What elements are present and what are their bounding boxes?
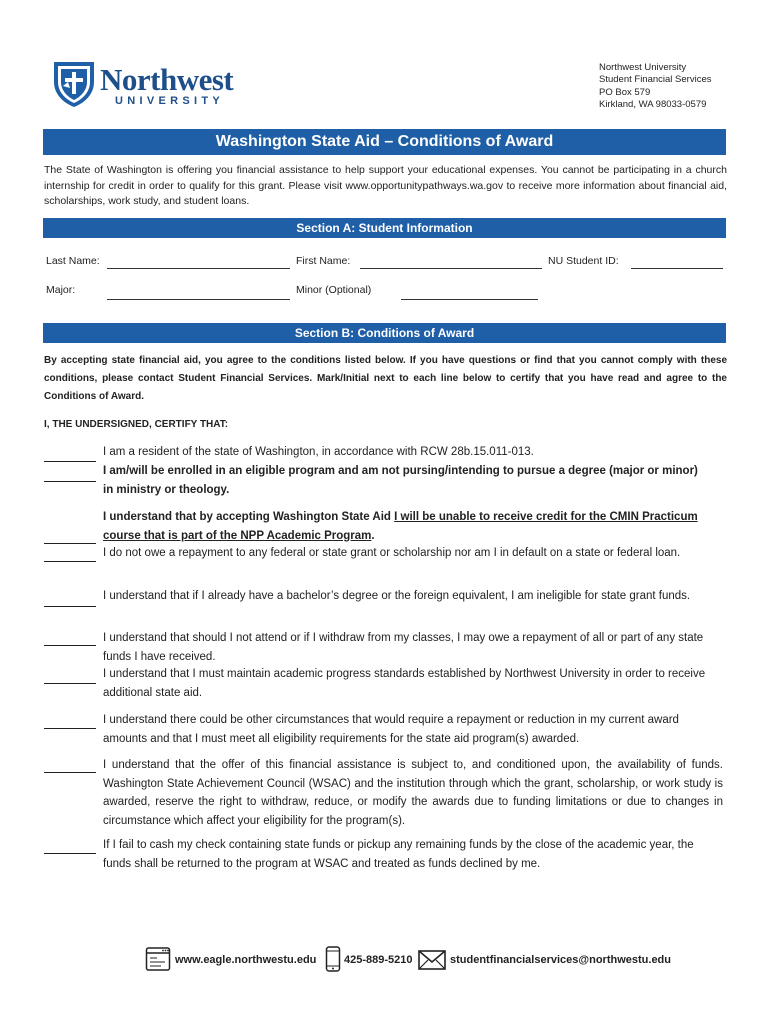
condition-bachelor: I understand that if I already have a bachelor’s degree or the foreign equivalent, I am ineligible for state grant funds. bbox=[103, 590, 691, 602]
section-a-header: Section A: Student Information bbox=[43, 218, 726, 238]
initial-blank[interactable] bbox=[44, 606, 96, 607]
condition-withdraw: I understand that should I not attend or if I withdraw from my classes, I may owe a repayment of all or part of any state funds I have received. bbox=[103, 632, 704, 663]
footer-contact bbox=[145, 946, 765, 976]
address-line: PO Box 579 bbox=[599, 86, 651, 98]
footer-email[interactable]: studentfinancialservices@northwestu.edu bbox=[450, 954, 671, 966]
major-label: Major: bbox=[46, 284, 76, 296]
first-name-label: First Name: bbox=[296, 255, 351, 267]
major-field[interactable] bbox=[107, 299, 290, 300]
initial-blank[interactable] bbox=[44, 561, 96, 562]
footer-phone[interactable]: 425-889-5210 bbox=[344, 954, 413, 966]
intro-paragraph: The State of Washington is offering you financial assistance to help support your educational expenses. You cannot be participating in a church internship for credit in order to qualify for this grant. Please visit www.opportunitypathways.wa.gov to receive more information about financial aid, scholarships, work study, and student loans. bbox=[44, 164, 727, 207]
section-b-intro: By accepting state financial aid, you agree to the conditions listed below. If you have questions or find that you cannot comply with these conditions, please contact Student Financial Services. Mark/Initial next to each line below to certify that you have read and agree to the Conditions of Award. bbox=[44, 355, 727, 402]
initial-blank[interactable] bbox=[44, 853, 96, 854]
envelope-icon bbox=[418, 949, 446, 971]
condition-cash: If I fail to cash my check containing state funds or pickup any remaining funds by the close of the academic year, the funds shall be returned to the program at WSAC and treated as funds declined by me. bbox=[103, 839, 694, 870]
condition-cmin bbox=[103, 508, 703, 545]
initial-blank[interactable] bbox=[44, 481, 96, 482]
initial-blank[interactable] bbox=[44, 728, 96, 729]
shield-crest-icon bbox=[52, 60, 96, 108]
section-b-header: Section B: Conditions of Award bbox=[43, 323, 726, 343]
condition-circumstances: I understand there could be other circumstances that would require a repayment or reduction in my current award amounts and that I must meet all eligibility requirements for the state aid program(s) awarded. bbox=[103, 714, 679, 745]
certify-heading: I, THE UNDERSIGNED, CERTIFY THAT: bbox=[44, 419, 229, 430]
condition-cmin-period: . bbox=[371, 529, 375, 542]
phone-icon bbox=[325, 946, 341, 972]
condition-repayment: I do not owe a repayment to any federal or state grant or scholarship nor am I in default on a state or federal loan. bbox=[103, 547, 681, 559]
initial-blank[interactable] bbox=[44, 543, 96, 544]
first-name-field[interactable] bbox=[360, 268, 542, 269]
logo-wordmark: Northwest bbox=[100, 62, 234, 97]
initial-blank[interactable] bbox=[44, 683, 96, 684]
last-name-label: Last Name: bbox=[46, 255, 100, 267]
condition-cmin-underlined: I will be unable to receive credit for the CMIN Practicum course that is part of the NPP Academic Program bbox=[103, 511, 698, 542]
footer-website[interactable]: www.eagle.northwestu.edu bbox=[175, 954, 317, 966]
form-title: Washington State Aid – Conditions of Award bbox=[43, 129, 726, 155]
student-id-field[interactable] bbox=[631, 268, 723, 269]
minor-label: Minor (Optional) bbox=[296, 284, 372, 296]
initial-blank[interactable] bbox=[44, 645, 96, 646]
address-line: Northwest University bbox=[599, 62, 687, 73]
condition-resident: I am a resident of the state of Washington, in accordance with RCW 28b.15.011-013. bbox=[103, 446, 534, 458]
last-name-field[interactable] bbox=[107, 268, 290, 269]
condition-offer: I understand that the offer of this financial assistance is subject to, and conditioned upon, the availability of funds. Washington State Achievement Council (WSAC) and the institution through which the grant, scholarship, or work study is awarded, reserve the right to withdraw, reduce, or modify the awards due to funding limitations or due to changes in circumstance which affect your eligibility for the program(s). bbox=[103, 759, 723, 827]
initial-blank[interactable] bbox=[44, 461, 96, 462]
minor-field[interactable] bbox=[401, 299, 538, 300]
address-line: Kirkland, WA 98033-0579 bbox=[599, 99, 707, 111]
condition-progress: I understand that I must maintain academic progress standards established by Northwest University in order to receive additional state aid. bbox=[103, 668, 706, 699]
condition-cmin-text: I understand that by accepting Washington State Aid bbox=[103, 511, 395, 523]
browser-window-icon bbox=[145, 946, 171, 972]
logo-subtitle: UNIVERSITY bbox=[115, 95, 225, 107]
condition-enrolled: I am/will be enrolled in an eligible program and am not pursing/intending to pursue a degree (major or minor) in ministry or theology. bbox=[103, 465, 698, 496]
address-line: Student Financial Services bbox=[599, 74, 712, 86]
student-id-label: NU Student ID: bbox=[548, 255, 619, 267]
initial-blank[interactable] bbox=[44, 772, 96, 773]
mailing-address bbox=[599, 62, 711, 112]
university-logo bbox=[52, 60, 242, 110]
